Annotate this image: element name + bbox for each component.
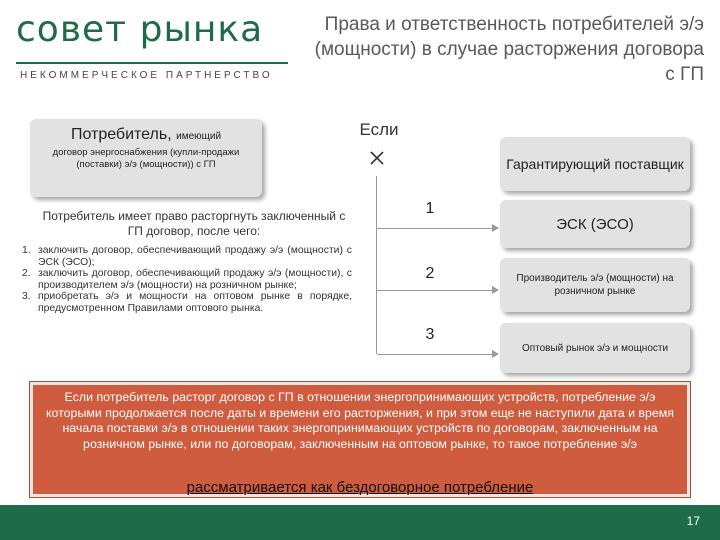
flow-arrow-line-2: [377, 290, 492, 291]
slide-title: Права и ответственность потребителей э/э (мощности) в случае расторжения договора с ГП: [314, 14, 704, 85]
logo-subtitle: НЕКОММЕРЧЕСКОЕ ПАРТНЕРСТВО: [20, 70, 273, 81]
consequence-text: Если потребитель расторг договор с ГП в отношении энергопринимающих устройств, потребление э/э которыми продолжается после даты и времени его расторжения, и при этом еще не наступили дата и время начала поставки э/э в отношении таких энергопринимающих устройств по договорам, заключенным на розничном рынке, или по договорам, заключенным на оптовом рынке, то такое потребление э/э: [45, 390, 675, 451]
rights-item-text: заключить договор, обеспечивающий продажу э/э (мощности), с производителем э/э (мощности) на розничном рынке;: [38, 268, 352, 291]
rights-item-text: приобретать э/э и мощности на оптовом рынке в порядке, предусмотренном Правилами оптового рынка.: [38, 291, 352, 314]
consumer-heading: [30, 126, 262, 144]
logo-text: совет рынка: [16, 9, 264, 50]
rights-heading: Потребитель имеет право расторгнуть заключенный с ГП договор, после чего:: [42, 209, 346, 238]
rights-item: [22, 268, 352, 291]
arrow-right-icon: [492, 350, 499, 358]
cross-icon: [369, 150, 385, 166]
rights-item-number: 1.: [22, 245, 31, 256]
consumer-heading-main: Потребитель,: [70, 126, 172, 143]
rights-item-text: заключить договор, обеспечивающий продажу э/э (мощности) с ЭСК (ЭСО);: [38, 245, 352, 268]
rights-item-number: 3.: [22, 291, 31, 303]
esk-box: ЭСК (ЭСО): [500, 200, 690, 248]
consequence-box: [30, 382, 690, 497]
if-label: Если: [359, 120, 399, 139]
consumer-box: [30, 119, 262, 197]
option-number-2: 2: [425, 265, 435, 282]
logo-divider: [16, 62, 288, 64]
footer-bar: [0, 505, 720, 540]
consumer-contract-text: договор энергоснабжения (купли-продажи (поставки) э/э (мощности)) с ГП: [52, 147, 240, 170]
option-number-3: 3: [425, 326, 435, 343]
retail-producer-box: Производитель э/э (мощности) на розничном рынке: [500, 258, 690, 312]
rights-item-number: 2.: [22, 268, 31, 280]
rights-item: [22, 245, 352, 268]
consumer-heading-small: имеющий: [176, 131, 222, 142]
flow-arrow-line-1: [377, 228, 492, 229]
arrow-right-icon: [492, 286, 499, 294]
option-number-1: 1: [425, 200, 435, 217]
wholesale-market-box: Оптовый рынок э/э и мощности: [500, 323, 690, 373]
page-number: 17: [686, 514, 700, 528]
rights-item: [22, 291, 352, 314]
consequence-emphasis: рассматривается как бездоговорное потребление: [186, 479, 534, 496]
guaranteeing-supplier-box: Гарантирующий поставщик: [500, 137, 690, 191]
flow-vertical-line: [376, 176, 377, 354]
flow-arrow-line-3: [377, 354, 492, 355]
rights-list: [22, 245, 352, 315]
arrow-right-icon: [492, 224, 499, 232]
